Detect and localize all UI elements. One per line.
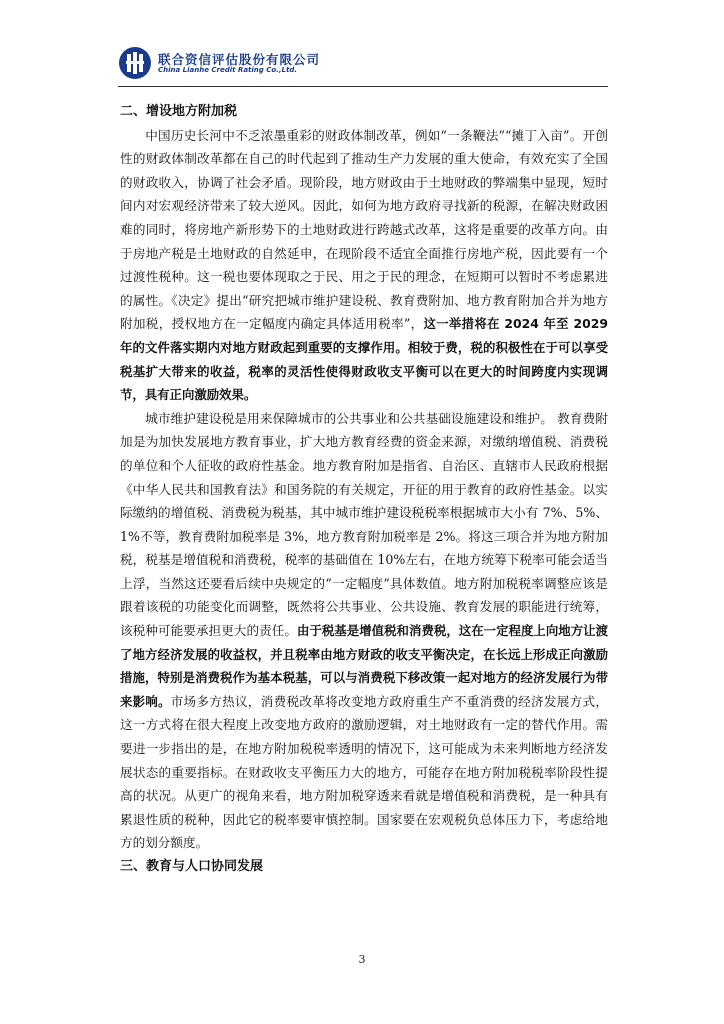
paragraph-2-bold: 由于税基是增值税和消费税，这在一定程度上向地方让渡了地方经济发展的收益权，并且税率由地方财政的收支平衡决定，在长远上形成正向激励措施，特别是消费税作为基本税基，可以与消费税下移改策一起对地方的经济发展行为带来影响。 bbox=[120, 623, 609, 709]
paragraph-2-text-a: 城市维护建设税是用来保障城市的公共事业和公共基础设施建设和维护。 教育费附加是为加快发展地方教育事业，扩大地方教育经费的资金来源，对缴纳增值税、消费税的单位和个人征收的政府性基金。地方教育附加是指省、自治区、直辖市人民政府根据《中华人民共和国教育法》和国务院的有关规定，开征的用于教育的政府性基金。以实际缴纳的增值税、消费税为税基，其中城市维护建设税税率根据城市大小有 7%、5%、1%不等，教育费附加税率是 3%，地方教育附加税率是 2%。将这三项合并为地方附加税，税基是增值税和消费税，税率的基础值在 10%左右，在地方统筹下税率可能会适当上浮，当然这还要看后续中央规定的“一定幅度”具体数值。地方附加税税率调整应该是跟着该税的功能变化而调整，既然将公共事业、公共设施、教育发展的职能进行统筹，该税种可能要承担更大的责任。 bbox=[120, 410, 608, 639]
section-heading-3: 三、教育与人口协同发展 bbox=[120, 859, 264, 874]
paragraph-1-text: 中国历史长河中不乏浓墨重彩的财政体制改革，例如“一条鞭法”“摊丁入亩”。开创性的财政体制改革都在自己的时代起到了推动生产力发展的重大使命，有效充实了全国的财政收入，协调了社会矛盾。现阶段，地方财政由于土地财政的弊端集中显现，短时间内对宏观经济带来了较大逆风。因此，如何为地方政府寻找新的税源，在解决财政困难的同时，将房地产新形势下的土地财政进行跨越式改革，这将是重要的改革方向。由于房地产税是土地财政的自然延申，在现阶段不适宜全面推行房地产税，因此要有一个过渡性税种。这一税也要体现取之于民、用之于民的理念，在短期可以暂时不考虑累进的属性。《决定》提出“研究把城市维护建设税、教育费附加、地方教育附加合并为地方附加税，授权地方在一定幅度内确定具体适用税率”， bbox=[120, 127, 608, 332]
paragraph-1 bbox=[120, 124, 608, 407]
page-header bbox=[118, 44, 608, 84]
paragraph-2 bbox=[120, 407, 608, 855]
company-name-cn: 联合资信评估股份有限公司 bbox=[158, 52, 321, 67]
paragraph-1-bold: 这一举措将在 2024 年至 2029 年的文件落实期内对地方财政起到重要的支撑作用。相较于费，税的积极性在于可以享受税基扩大带来的收益，税率的灵活性使得财政收支平衡可以在更大的时间跨度内实现调节，具有正向激励效果。 bbox=[120, 316, 608, 403]
company-name-en: China Lianhe Credit Rating Co.,Ltd. bbox=[158, 66, 297, 74]
document-body bbox=[120, 100, 608, 879]
page-number: 3 bbox=[358, 953, 366, 966]
lianhe-logo-icon bbox=[118, 46, 152, 80]
paragraph-2-text-b: 市场多方热议，消费税改革将改变地方政府重生产不重消费的经济发展方式，这一方式将在很大程度上改变地方政府的激励逻辑，对土地财政有一定的替代作用。需要进一步指出的是，在地方附加税税率透明的情况下，这可能成为未来判断地方经济发展状态的重要指标。在财政收支平衡压力大的地方，可能存在地方附加税税率阶段性提高的状况。从更广的视角来看，地方附加税穿透来看就是增值税和消费税，是一种具有累退性质的税种，因此它的税率要审慎控制。国家要在宏观税负总体压力下，考虑给地方的划分额度。 bbox=[120, 693, 609, 851]
header-divider bbox=[118, 86, 608, 87]
section-heading-2: 二、增设地方附加税 bbox=[120, 104, 238, 119]
